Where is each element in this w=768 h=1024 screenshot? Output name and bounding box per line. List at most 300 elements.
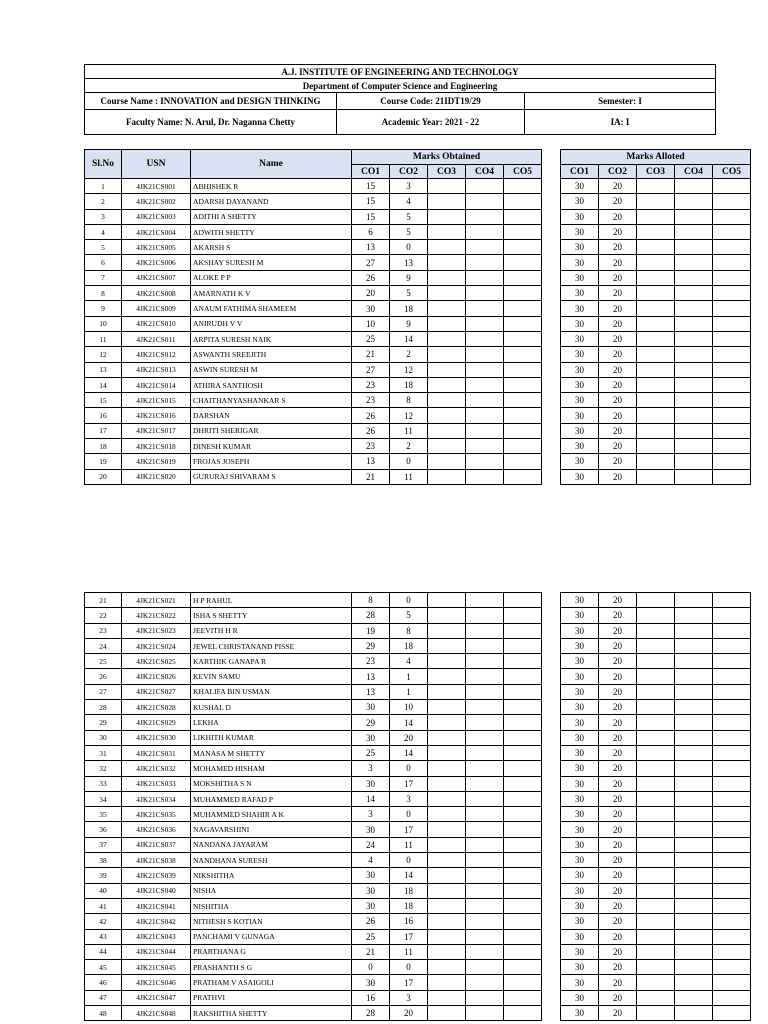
co2-obtained-cell: 17 xyxy=(390,975,428,990)
co2-obtained-cell: 18 xyxy=(390,301,428,316)
gap-cell xyxy=(542,837,561,852)
gap-cell xyxy=(542,301,561,316)
slno-cell: 43 xyxy=(85,929,122,944)
co4-alloted-cell xyxy=(675,654,713,669)
co5-alloted-cell xyxy=(713,898,751,913)
co1-obtained-cell: 27 xyxy=(352,255,390,270)
gap-cell xyxy=(542,853,561,868)
name-cell: LEKHA xyxy=(191,715,352,730)
usn-cell: 4JK21CS038 xyxy=(122,853,191,868)
co2-alloted-cell: 20 xyxy=(599,990,637,1005)
co3-obtained-cell xyxy=(428,776,466,791)
co1-obtained-cell: 30 xyxy=(352,776,390,791)
co5-obtained-cell xyxy=(504,286,542,301)
co5-obtained-cell xyxy=(504,761,542,776)
co3-obtained-cell xyxy=(428,423,466,438)
co3-alloted-cell xyxy=(637,593,675,608)
table-row xyxy=(85,224,751,239)
co1-alloted-cell: 30 xyxy=(561,853,599,868)
co3-obtained-cell xyxy=(428,209,466,224)
co4-obtained-cell xyxy=(466,179,504,194)
co5-obtained-cell xyxy=(504,898,542,913)
slno-cell: 1 xyxy=(85,179,122,194)
co3-obtained-cell xyxy=(428,960,466,975)
co1-alloted-cell: 30 xyxy=(561,822,599,837)
co3-obtained-cell xyxy=(428,853,466,868)
name-cell: MANASA M SHETTY xyxy=(191,745,352,760)
co5-alloted-cell xyxy=(713,209,751,224)
co4-obtained-cell xyxy=(466,316,504,331)
slno-cell: 32 xyxy=(85,761,122,776)
co5-alloted-cell xyxy=(713,224,751,239)
co4-obtained-cell xyxy=(466,669,504,684)
slno-cell: 34 xyxy=(85,791,122,806)
co4-obtained-cell xyxy=(466,454,504,469)
co4-alloted-cell xyxy=(675,270,713,285)
co3-obtained-cell xyxy=(428,439,466,454)
co5-obtained-cell xyxy=(504,944,542,959)
gap-cell xyxy=(542,883,561,898)
co2-alloted-cell: 20 xyxy=(599,454,637,469)
co5-alloted-cell xyxy=(713,608,751,623)
co3-alloted-cell xyxy=(637,270,675,285)
co5-obtained-cell xyxy=(504,240,542,255)
gap-cell xyxy=(542,745,561,760)
co4-obtained-cell xyxy=(466,194,504,209)
co3-alloted-cell xyxy=(637,377,675,392)
gap-cell xyxy=(542,669,561,684)
header-marks-obtained: Marks Obtained xyxy=(352,150,542,165)
co3-obtained-cell xyxy=(428,837,466,852)
co3-obtained-cell xyxy=(428,868,466,883)
co2-obtained-cell: 12 xyxy=(390,408,428,423)
co4-obtained-cell xyxy=(466,224,504,239)
co1-alloted-cell: 30 xyxy=(561,791,599,806)
table-row xyxy=(85,209,751,224)
slno-cell: 27 xyxy=(85,684,122,699)
co3-alloted-cell xyxy=(637,776,675,791)
header-co3: CO3 xyxy=(428,165,466,179)
usn-cell: 4JK21CS047 xyxy=(122,990,191,1005)
co4-alloted-cell xyxy=(675,179,713,194)
course-code: Course Code: 21IDT19/29 xyxy=(337,93,525,110)
gap-cell xyxy=(542,240,561,255)
co5-alloted-cell xyxy=(713,240,751,255)
gap-cell xyxy=(542,347,561,362)
co1-alloted-cell: 30 xyxy=(561,730,599,745)
table-row xyxy=(85,623,751,638)
gap-cell xyxy=(542,791,561,806)
table-row xyxy=(85,240,751,255)
co3-alloted-cell xyxy=(637,837,675,852)
header-alloted-co1: CO1 xyxy=(561,165,599,179)
co1-alloted-cell: 30 xyxy=(561,347,599,362)
header-alloted-co2: CO2 xyxy=(599,165,637,179)
co2-obtained-cell: 5 xyxy=(390,209,428,224)
name-cell: PRARTHANA G xyxy=(191,944,352,959)
co3-obtained-cell xyxy=(428,331,466,346)
co5-alloted-cell xyxy=(713,837,751,852)
name-cell: CHAITHANYASHANKAR S xyxy=(191,393,352,408)
co3-alloted-cell xyxy=(637,638,675,653)
co1-obtained-cell: 0 xyxy=(352,960,390,975)
co3-obtained-cell xyxy=(428,286,466,301)
co4-alloted-cell xyxy=(675,255,713,270)
co3-obtained-cell xyxy=(428,761,466,776)
co1-obtained-cell: 24 xyxy=(352,837,390,852)
slno-cell: 37 xyxy=(85,837,122,852)
co3-obtained-cell xyxy=(428,194,466,209)
name-cell: H P RAHUL xyxy=(191,593,352,608)
co5-alloted-cell xyxy=(713,807,751,822)
co1-alloted-cell: 30 xyxy=(561,224,599,239)
co5-obtained-cell xyxy=(504,347,542,362)
co1-obtained-cell: 21 xyxy=(352,347,390,362)
co4-obtained-cell xyxy=(466,791,504,806)
gap-cell xyxy=(542,316,561,331)
co1-obtained-cell: 26 xyxy=(352,914,390,929)
co3-obtained-cell xyxy=(428,669,466,684)
co1-obtained-cell: 30 xyxy=(352,822,390,837)
co2-alloted-cell: 20 xyxy=(599,914,637,929)
co5-obtained-cell xyxy=(504,868,542,883)
co4-obtained-cell xyxy=(466,209,504,224)
co2-alloted-cell: 20 xyxy=(599,286,637,301)
gap-cell xyxy=(542,362,561,377)
co3-obtained-cell xyxy=(428,822,466,837)
co1-alloted-cell: 30 xyxy=(561,929,599,944)
name-cell: ASWANTH SREEJITH xyxy=(191,347,352,362)
co2-alloted-cell: 20 xyxy=(599,331,637,346)
co2-alloted-cell: 20 xyxy=(599,255,637,270)
co3-obtained-cell xyxy=(428,224,466,239)
co1-alloted-cell: 30 xyxy=(561,209,599,224)
co3-alloted-cell xyxy=(637,944,675,959)
co5-obtained-cell xyxy=(504,316,542,331)
co2-alloted-cell: 20 xyxy=(599,240,637,255)
co4-obtained-cell xyxy=(466,638,504,653)
co5-obtained-cell xyxy=(504,929,542,944)
co5-alloted-cell xyxy=(713,715,751,730)
gap-cell xyxy=(542,700,561,715)
co1-obtained-cell: 13 xyxy=(352,669,390,684)
co3-obtained-cell xyxy=(428,608,466,623)
header-marks-alloted: Marks Alloted xyxy=(561,150,751,165)
gap-cell xyxy=(542,898,561,913)
co5-alloted-cell xyxy=(713,883,751,898)
slno-cell: 23 xyxy=(85,623,122,638)
co5-obtained-cell xyxy=(504,439,542,454)
slno-cell: 22 xyxy=(85,608,122,623)
co4-obtained-cell xyxy=(466,377,504,392)
usn-cell: 4JK21CS007 xyxy=(122,270,191,285)
gap-cell xyxy=(542,638,561,653)
slno-cell: 2 xyxy=(85,194,122,209)
name-cell: PANCHAMI V GUNAGA xyxy=(191,929,352,944)
co2-alloted-cell: 20 xyxy=(599,347,637,362)
co5-alloted-cell xyxy=(713,408,751,423)
co1-alloted-cell: 30 xyxy=(561,776,599,791)
co1-alloted-cell: 30 xyxy=(561,914,599,929)
name-cell: JEWEL CHRISTANAND PISSE xyxy=(191,638,352,653)
name-cell: NITHESH S KOTIAN xyxy=(191,914,352,929)
co3-obtained-cell xyxy=(428,929,466,944)
co2-obtained-cell: 5 xyxy=(390,286,428,301)
usn-cell: 4JK21CS032 xyxy=(122,761,191,776)
usn-cell: 4JK21CS003 xyxy=(122,209,191,224)
co1-alloted-cell: 30 xyxy=(561,608,599,623)
name-cell: NANDANA JAYARAM xyxy=(191,837,352,852)
co2-alloted-cell: 20 xyxy=(599,194,637,209)
co3-obtained-cell xyxy=(428,347,466,362)
co4-alloted-cell xyxy=(675,929,713,944)
table-row xyxy=(85,408,751,423)
usn-cell: 4JK21CS015 xyxy=(122,393,191,408)
co5-obtained-cell xyxy=(504,608,542,623)
co5-alloted-cell xyxy=(713,700,751,715)
slno-cell: 33 xyxy=(85,776,122,791)
co2-alloted-cell: 20 xyxy=(599,669,637,684)
usn-cell: 4JK21CS035 xyxy=(122,807,191,822)
co4-obtained-cell xyxy=(466,347,504,362)
co3-alloted-cell xyxy=(637,240,675,255)
co3-obtained-cell xyxy=(428,454,466,469)
co5-alloted-cell xyxy=(713,423,751,438)
co2-alloted-cell: 20 xyxy=(599,898,637,913)
co5-obtained-cell xyxy=(504,469,542,484)
co5-alloted-cell xyxy=(713,454,751,469)
name-cell: NANDHANA SURESH xyxy=(191,853,352,868)
co1-obtained-cell: 25 xyxy=(352,929,390,944)
gap-cell xyxy=(542,868,561,883)
co5-alloted-cell xyxy=(713,975,751,990)
co2-obtained-cell: 0 xyxy=(390,761,428,776)
co1-alloted-cell: 30 xyxy=(561,194,599,209)
co2-obtained-cell: 11 xyxy=(390,837,428,852)
name-cell: PRASHANTH S G xyxy=(191,960,352,975)
gap-cell xyxy=(542,270,561,285)
usn-cell: 4JK21CS011 xyxy=(122,331,191,346)
co3-alloted-cell xyxy=(637,990,675,1005)
co3-alloted-cell xyxy=(637,179,675,194)
co5-obtained-cell xyxy=(504,975,542,990)
co4-alloted-cell xyxy=(675,990,713,1005)
co2-obtained-cell: 4 xyxy=(390,194,428,209)
name-cell: DINESH KUMAR xyxy=(191,439,352,454)
name-cell: AKSHAY SURESH M xyxy=(191,255,352,270)
co5-alloted-cell xyxy=(713,623,751,638)
co1-obtained-cell: 20 xyxy=(352,286,390,301)
co4-alloted-cell xyxy=(675,286,713,301)
usn-cell: 4JK21CS040 xyxy=(122,883,191,898)
co1-obtained-cell: 8 xyxy=(352,593,390,608)
academic-year: Academic Year: 2021 - 22 xyxy=(337,110,525,135)
co2-alloted-cell: 20 xyxy=(599,362,637,377)
co3-alloted-cell xyxy=(637,623,675,638)
co4-alloted-cell xyxy=(675,944,713,959)
co3-obtained-cell xyxy=(428,638,466,653)
co5-obtained-cell xyxy=(504,654,542,669)
faculty-name: Faculty Name: N. Arul, Dr. Naganna Chetty xyxy=(85,110,337,135)
table-row xyxy=(85,807,751,822)
slno-cell: 19 xyxy=(85,454,122,469)
co1-obtained-cell: 30 xyxy=(352,730,390,745)
co2-alloted-cell: 20 xyxy=(599,270,637,285)
co5-obtained-cell xyxy=(504,408,542,423)
co2-alloted-cell: 20 xyxy=(599,179,637,194)
usn-cell: 4JK21CS030 xyxy=(122,730,191,745)
gap-cell xyxy=(542,715,561,730)
co3-alloted-cell xyxy=(637,331,675,346)
co1-obtained-cell: 15 xyxy=(352,179,390,194)
usn-cell: 4JK21CS013 xyxy=(122,362,191,377)
gap-cell xyxy=(542,593,561,608)
co1-alloted-cell: 30 xyxy=(561,179,599,194)
table-row xyxy=(85,761,751,776)
name-cell: ANIRUDH V V xyxy=(191,316,352,331)
co2-obtained-cell: 0 xyxy=(390,593,428,608)
table-row xyxy=(85,990,751,1005)
co5-obtained-cell xyxy=(504,700,542,715)
table-row xyxy=(85,669,751,684)
gap-cell xyxy=(542,1006,561,1021)
co3-alloted-cell xyxy=(637,255,675,270)
co3-obtained-cell xyxy=(428,715,466,730)
co5-alloted-cell xyxy=(713,914,751,929)
co1-alloted-cell: 30 xyxy=(561,316,599,331)
name-cell: ADARSH DAYANAND xyxy=(191,194,352,209)
gap-cell xyxy=(542,730,561,745)
co4-alloted-cell xyxy=(675,822,713,837)
slno-cell: 13 xyxy=(85,362,122,377)
co3-alloted-cell xyxy=(637,853,675,868)
slno-cell: 10 xyxy=(85,316,122,331)
slno-cell: 40 xyxy=(85,883,122,898)
co5-alloted-cell xyxy=(713,776,751,791)
co4-alloted-cell xyxy=(675,715,713,730)
co5-obtained-cell xyxy=(504,194,542,209)
usn-cell: 4JK21CS021 xyxy=(122,593,191,608)
co2-alloted-cell: 20 xyxy=(599,654,637,669)
slno-cell: 7 xyxy=(85,270,122,285)
co3-obtained-cell xyxy=(428,593,466,608)
co4-obtained-cell xyxy=(466,301,504,316)
co5-obtained-cell xyxy=(504,960,542,975)
co5-obtained-cell xyxy=(504,807,542,822)
table-row xyxy=(85,700,751,715)
co2-alloted-cell: 20 xyxy=(599,715,637,730)
table-row xyxy=(85,362,751,377)
co2-obtained-cell: 11 xyxy=(390,423,428,438)
slno-cell: 20 xyxy=(85,469,122,484)
co5-obtained-cell xyxy=(504,730,542,745)
co5-obtained-cell xyxy=(504,179,542,194)
table-row xyxy=(85,377,751,392)
co1-alloted-cell: 30 xyxy=(561,1006,599,1021)
co5-alloted-cell xyxy=(713,745,751,760)
co2-alloted-cell: 20 xyxy=(599,301,637,316)
co2-alloted-cell: 20 xyxy=(599,776,637,791)
co1-alloted-cell: 30 xyxy=(561,700,599,715)
usn-cell: 4JK21CS033 xyxy=(122,776,191,791)
co3-alloted-cell xyxy=(637,224,675,239)
co5-obtained-cell xyxy=(504,638,542,653)
slno-cell: 15 xyxy=(85,393,122,408)
co4-alloted-cell xyxy=(675,700,713,715)
table-row xyxy=(85,423,751,438)
co5-alloted-cell xyxy=(713,868,751,883)
co2-obtained-cell: 4 xyxy=(390,654,428,669)
gap-cell xyxy=(542,822,561,837)
name-cell: ASWIN SURESH M xyxy=(191,362,352,377)
co4-obtained-cell xyxy=(466,331,504,346)
gap-cell xyxy=(542,776,561,791)
slno-cell: 29 xyxy=(85,715,122,730)
gap-cell xyxy=(542,408,561,423)
gap-cell xyxy=(542,623,561,638)
co2-alloted-cell: 20 xyxy=(599,868,637,883)
co2-obtained-cell: 9 xyxy=(390,316,428,331)
table-row xyxy=(85,730,751,745)
co4-alloted-cell xyxy=(675,608,713,623)
table-row xyxy=(85,439,751,454)
name-cell: NISHA xyxy=(191,883,352,898)
table-row xyxy=(85,194,751,209)
gap-cell xyxy=(542,684,561,699)
co1-alloted-cell: 30 xyxy=(561,454,599,469)
name-cell: DARSHAN xyxy=(191,408,352,423)
co3-obtained-cell xyxy=(428,623,466,638)
header-co4: CO4 xyxy=(466,165,504,179)
co4-alloted-cell xyxy=(675,377,713,392)
slno-cell: 25 xyxy=(85,654,122,669)
table-row xyxy=(85,638,751,653)
co3-alloted-cell xyxy=(637,822,675,837)
header-co5: CO5 xyxy=(504,165,542,179)
usn-cell: 4JK21CS020 xyxy=(122,469,191,484)
slno-cell: 31 xyxy=(85,745,122,760)
slno-cell: 12 xyxy=(85,347,122,362)
name-cell: GURURAJ SHIVARAM S xyxy=(191,469,352,484)
co5-obtained-cell xyxy=(504,822,542,837)
co5-obtained-cell xyxy=(504,669,542,684)
co2-alloted-cell: 20 xyxy=(599,408,637,423)
co5-obtained-cell xyxy=(504,715,542,730)
co3-alloted-cell xyxy=(637,669,675,684)
co2-obtained-cell: 16 xyxy=(390,914,428,929)
co1-alloted-cell: 30 xyxy=(561,270,599,285)
table-row xyxy=(85,975,751,990)
co5-alloted-cell xyxy=(713,853,751,868)
usn-cell: 4JK21CS002 xyxy=(122,194,191,209)
co4-obtained-cell xyxy=(466,730,504,745)
co1-alloted-cell: 30 xyxy=(561,960,599,975)
co4-alloted-cell xyxy=(675,393,713,408)
co2-obtained-cell: 14 xyxy=(390,868,428,883)
department-name: Department of Computer Science and Engineering xyxy=(85,79,716,93)
co4-obtained-cell xyxy=(466,975,504,990)
co3-obtained-cell xyxy=(428,179,466,194)
slno-cell: 3 xyxy=(85,209,122,224)
co5-alloted-cell xyxy=(713,638,751,653)
co1-alloted-cell: 30 xyxy=(561,439,599,454)
slno-cell: 48 xyxy=(85,1006,122,1021)
co2-obtained-cell: 14 xyxy=(390,331,428,346)
co5-alloted-cell xyxy=(713,761,751,776)
header-alloted-co4: CO4 xyxy=(675,165,713,179)
slno-cell: 18 xyxy=(85,439,122,454)
co4-alloted-cell xyxy=(675,408,713,423)
